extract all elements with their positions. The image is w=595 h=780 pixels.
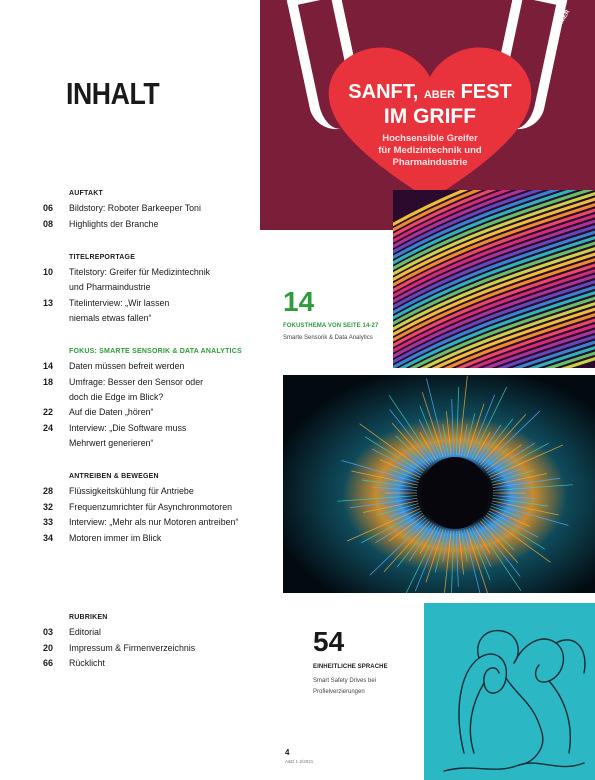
- toc-entry-title: Highlights der Branche: [69, 218, 159, 230]
- toc-page-number: 10: [43, 267, 54, 277]
- focus-subtitle: Smarte Sensorik & Data Analytics: [283, 335, 373, 341]
- toc-entry-title: Titelinterview: „Wir lassen: [69, 297, 170, 309]
- toc-entry-title: Daten müssen befreit werden: [69, 361, 185, 372]
- toc-section-heading: FOKUS: SMARTE SENSORIK & DATA ANALYTICS: [69, 348, 242, 355]
- toc-entry-title-cont: niemals etwas fallen“: [69, 312, 152, 324]
- toc-section-heading: AUFTAKT: [69, 190, 103, 197]
- toc-page-number: 33: [43, 517, 54, 527]
- toc-entry-title: Flüssigkeitskühlung für Antriebe: [69, 486, 194, 497]
- cover-title-part: ABER: [423, 89, 456, 101]
- toc-entry-title: Interview: „Mehr als nur Motoren antreiben“: [69, 517, 239, 528]
- toc-entry-title: Motoren immer im Blick: [69, 532, 162, 544]
- cover-title-part: FEST: [460, 81, 512, 103]
- cover-subtitle-2: für Medizintechnik und: [378, 145, 482, 156]
- focus-label: FOKUSTHEMA VON SEITE 14-27: [283, 323, 379, 329]
- toc-entry-title-cont: Mehrwert generieren“: [69, 437, 154, 449]
- toc-section-heading: ANTREIBEN & BEWEGEN: [69, 473, 159, 480]
- toc-section-heading: RUBRIKEN: [69, 614, 108, 621]
- toc-page-number: 03: [43, 627, 54, 637]
- toc-page-number: 24: [43, 422, 54, 433]
- toc-page-number: 34: [43, 532, 54, 543]
- toc-page-number: 14: [43, 361, 54, 371]
- focus-number: 14: [283, 286, 315, 317]
- cover-title-part: SANFT,: [348, 81, 419, 103]
- toc-entry-title-cont: doch die Edge im Blick?: [69, 391, 164, 403]
- toc-entry-title: Auf die Daten „hören“: [69, 407, 154, 418]
- feature-number: 54: [313, 626, 345, 657]
- toc-entry-title: Titelstory: Greifer für Medizintechnik: [69, 267, 211, 278]
- threads-image: [393, 190, 595, 368]
- heart-shape: [320, 35, 540, 205]
- toc-page-number: 08: [43, 218, 54, 229]
- eye-graphic: [283, 375, 595, 593]
- issue-label: A&D 1-2/2021: [285, 759, 314, 764]
- eye-image: [283, 375, 595, 593]
- toc-entry-title: Rücklicht: [69, 658, 105, 669]
- toc-entry-title: Interview: „Die Software muss: [69, 422, 187, 434]
- toc-page-number: 66: [43, 658, 54, 668]
- toc-page-number: 13: [43, 297, 54, 308]
- toc-section-heading: TITELREPORTAGE: [69, 254, 136, 261]
- people-line-art: [424, 603, 595, 780]
- toc-page-number: 32: [43, 501, 54, 512]
- cover-title-line2: IM GRIFF: [383, 105, 477, 128]
- toc-entry-title: Bildstory: Roboter Barkeeper Toni: [69, 203, 201, 214]
- line-art-image: [424, 603, 595, 780]
- toc-entry-title: Impressum & Firmenverzeichnis: [69, 642, 196, 654]
- toc-page-number: 06: [43, 203, 54, 213]
- threads-graphic: [393, 190, 595, 368]
- cover-title-line1: [320, 81, 540, 104]
- cover-subtitle-3: Pharmaindustrie: [392, 157, 468, 168]
- toc-entry-title: Umfrage: Besser den Sensor oder: [69, 376, 204, 388]
- page-heading: INHALT: [66, 76, 160, 111]
- feature-label: EINHEITLICHE SPRACHE: [313, 664, 388, 670]
- cover-subtitle-1: Hochsensible Greifer: [382, 133, 478, 144]
- toc-page-number: 28: [43, 486, 54, 496]
- feature-subtitle-2: Profielverzierungen: [313, 689, 365, 695]
- feature-subtitle-1: Smart Safety Drives bei: [313, 678, 377, 684]
- toc-entry-title: Frequenzumrichter für Asynchronmotoren: [69, 501, 233, 513]
- page-number: 4: [285, 748, 290, 757]
- toc-page-number: 22: [43, 407, 54, 417]
- toc-entry-title: Editorial: [69, 627, 101, 638]
- toc-page-number: 18: [43, 376, 54, 387]
- brand-tag: ZIMMER: [554, 9, 572, 33]
- toc-page-number: 20: [43, 642, 54, 653]
- toc-entry-title-cont: und Pharmaindustrie: [69, 282, 151, 293]
